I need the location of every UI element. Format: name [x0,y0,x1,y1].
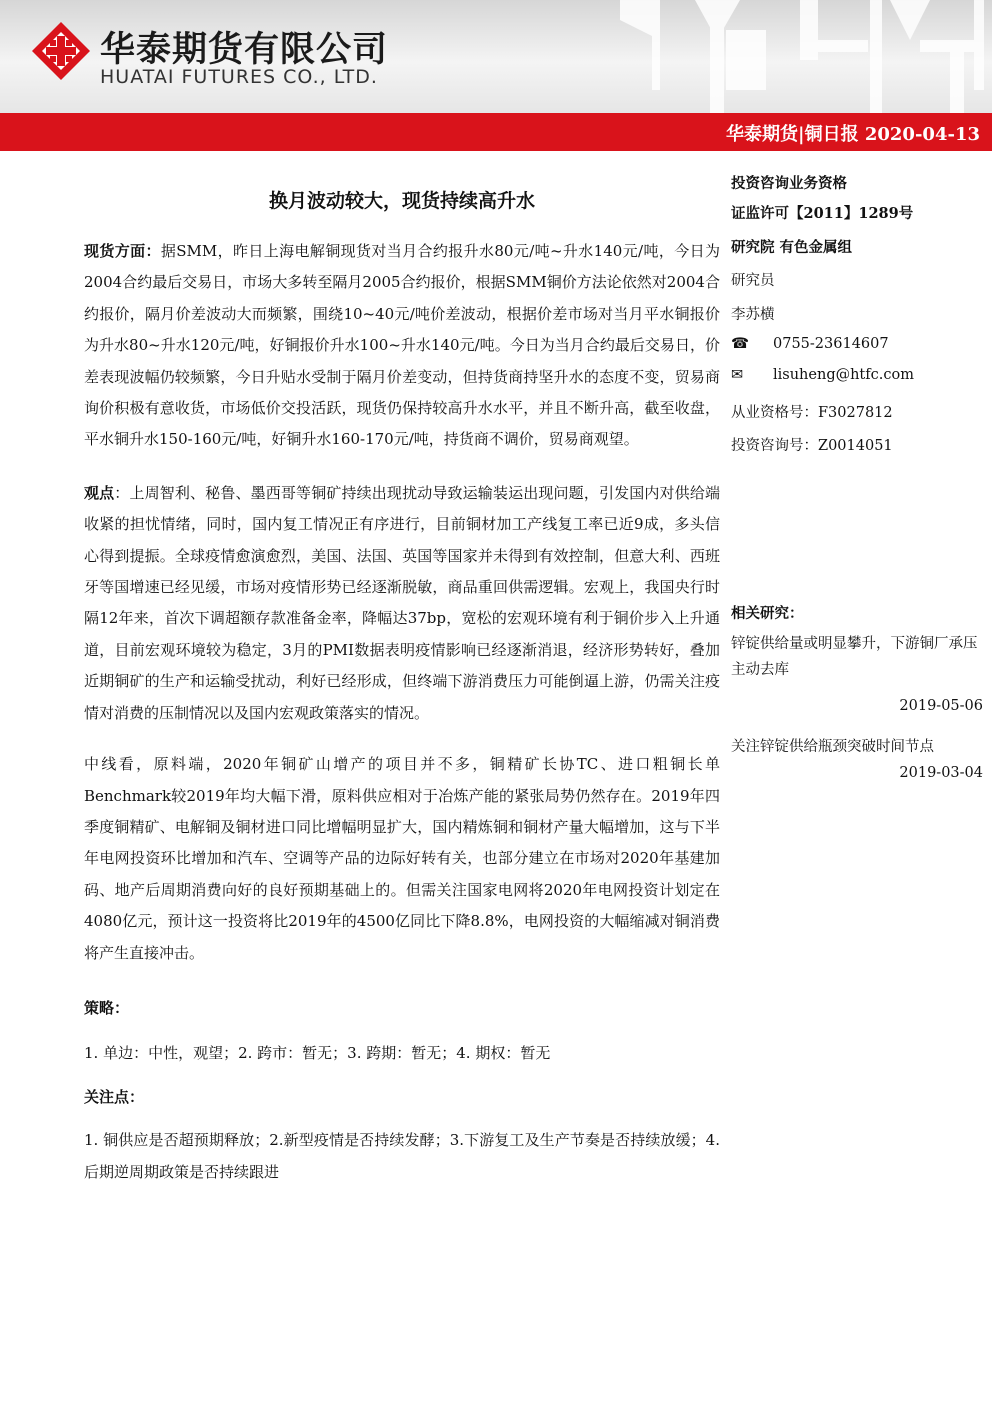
strategy-text: 1. 单边：中性，观望；2. 跨市：暂无；3. 跨期：暂无；4. 期权：暂无 [84,1044,551,1063]
email-row [731,367,983,383]
phone-number: 0755-23614607 [773,336,889,352]
practice-number: 从业资格号：F3027812 [731,405,893,421]
focus-heading: 关注点： [84,1087,145,1106]
header-decoration [590,0,992,113]
related-research-heading: 相关研究： [731,605,804,622]
email-address[interactable]: lisuheng@htfc.com [773,367,914,383]
researcher-role: 研究员 [731,273,775,289]
strategy-heading: 策略： [84,998,130,1017]
related-report-date: 2019-05-06 [899,698,983,714]
envelope-icon: ✉ [731,367,744,383]
report-identifier: 华泰期货|铜日报 2020-04-13 [726,124,980,145]
midterm-paragraph: 中线看，原料端，2020年铜矿山增产的项目并不多，铜精矿长协TC、进口粗铜长单Benchmark较2019年均大幅下滑，原料供应相对于冶炼产能的紧张局势仍然存在。2019年四季度铜精矿、电解铜及铜材进口同比增幅明显扩大，国内精炼铜和铜材产量大幅增加，这与下半年电网投资环比增加和汽车、空调等产品的边际好转有关，也部分建立在市场对2020年基建加码、地产后周期消费向好的良好预期基础上的。但需关注国家电网将2020年电网投资计划定在4080亿元，预计这一投资将比2019年的4500亿同比下降8.8%，电网投资的大幅缩减对铜消费将产生直接冲击。 [84,755,720,962]
license-number: 证监许可【2011】1289号 [731,205,914,222]
view-label: 观点 [84,483,115,502]
researcher-name: 李苏横 [731,307,775,323]
spot-text: 据SMM，昨日上海电解铜现货对当月合约报升水80元/吨~升水140元/吨，今日为2004合约最后交易日，市场大多转至隔月2005合约报价，根据SMM铜价方法论依然对2004合约报价，隔月价差波动大而频繁，围绕10~40元/吨价差波动，根据价差市场对当月平水铜报价为升水80~升水120元/吨，好铜报价升水100~升水140元/吨。今日为当月合约最后交易日，价差表现波幅仍较频繁，今日升贴水受制于隔月价差变动，但持货商持坚升水的态度不变，贸易商询价积极有意收货，市场低价交投活跃，现货仍保持较高升水水平，并且不断升高，截至收盘，平水铜升水150-160元/吨，好铜升水160-170元/吨，持货商不调价，贸易商观望。 [84,242,720,449]
related-report[interactable] [731,734,983,786]
company-name-en: HUATAI FUTURES CO., LTD. [100,66,378,88]
qualification: 投资咨询业务资格 [731,175,847,192]
report-banner [0,113,992,151]
related-report-title[interactable]: 关注锌锭供给瓶颈突破时间节点 [731,739,934,755]
phone-icon: ☎ [731,336,750,352]
view-text: ：上周智利、秘鲁、墨西哥等铜矿持续出现扰动导致运输装运出现问题，引发国内对供给端收紧的担忧情绪，同时，国内复工情况正有序进行，目前铜材加工产线复工率已近9成，多头信心得到提振。全球疫情愈演愈烈，美国、法国、英国等国家并未得到有效控制，但意大利、西班牙等国增速已经见缓，市场对疫情形势已经逐渐脱敏，商品重回供需逻辑。宏观上，我国央行时隔12年来，首次下调超额存款准备金率，降幅达37bp，宽松的宏观环境有利于铜价步入上升通道，目前宏观环境较为稳定，3月的PMI数据表明疫情影响已经逐渐消退，经济形势转好，叠加近期铜矿的生产和运输受扰动，利好已经形成，但终端下游消费压力可能倒逼上游，仍需关注疫情对消费的压制情况以及国内宏观政策落实的情况。 [84,483,720,722]
spot-label: 现货方面： [84,242,161,260]
related-report-date: 2019-03-04 [899,765,983,781]
consult-number: 投资咨询号：Z0014051 [731,438,893,454]
company-logo-icon [30,20,92,82]
related-report[interactable] [731,631,983,719]
company-name-cn: 华泰期货有限公司 [100,30,389,70]
view-paragraph [84,478,720,729]
report-title: 换月波动较大，现货持续高升水 [268,190,535,212]
institute: 研究院 有色金属组 [731,239,853,256]
main-content [84,236,720,1188]
related-report-title[interactable]: 锌锭供给量或明显攀升，下游铜厂承压主动去库 [731,636,978,678]
focus-text: 1. 铜供应是否超预期释放；2.新型疫情是否持续发酵；3.下游复工及生产节奏是否持续放缓；4. 后期逆周期政策是否持续跟进 [84,1131,720,1181]
phone-row [731,336,983,352]
page-header [0,0,992,113]
spot-paragraph [84,236,720,456]
